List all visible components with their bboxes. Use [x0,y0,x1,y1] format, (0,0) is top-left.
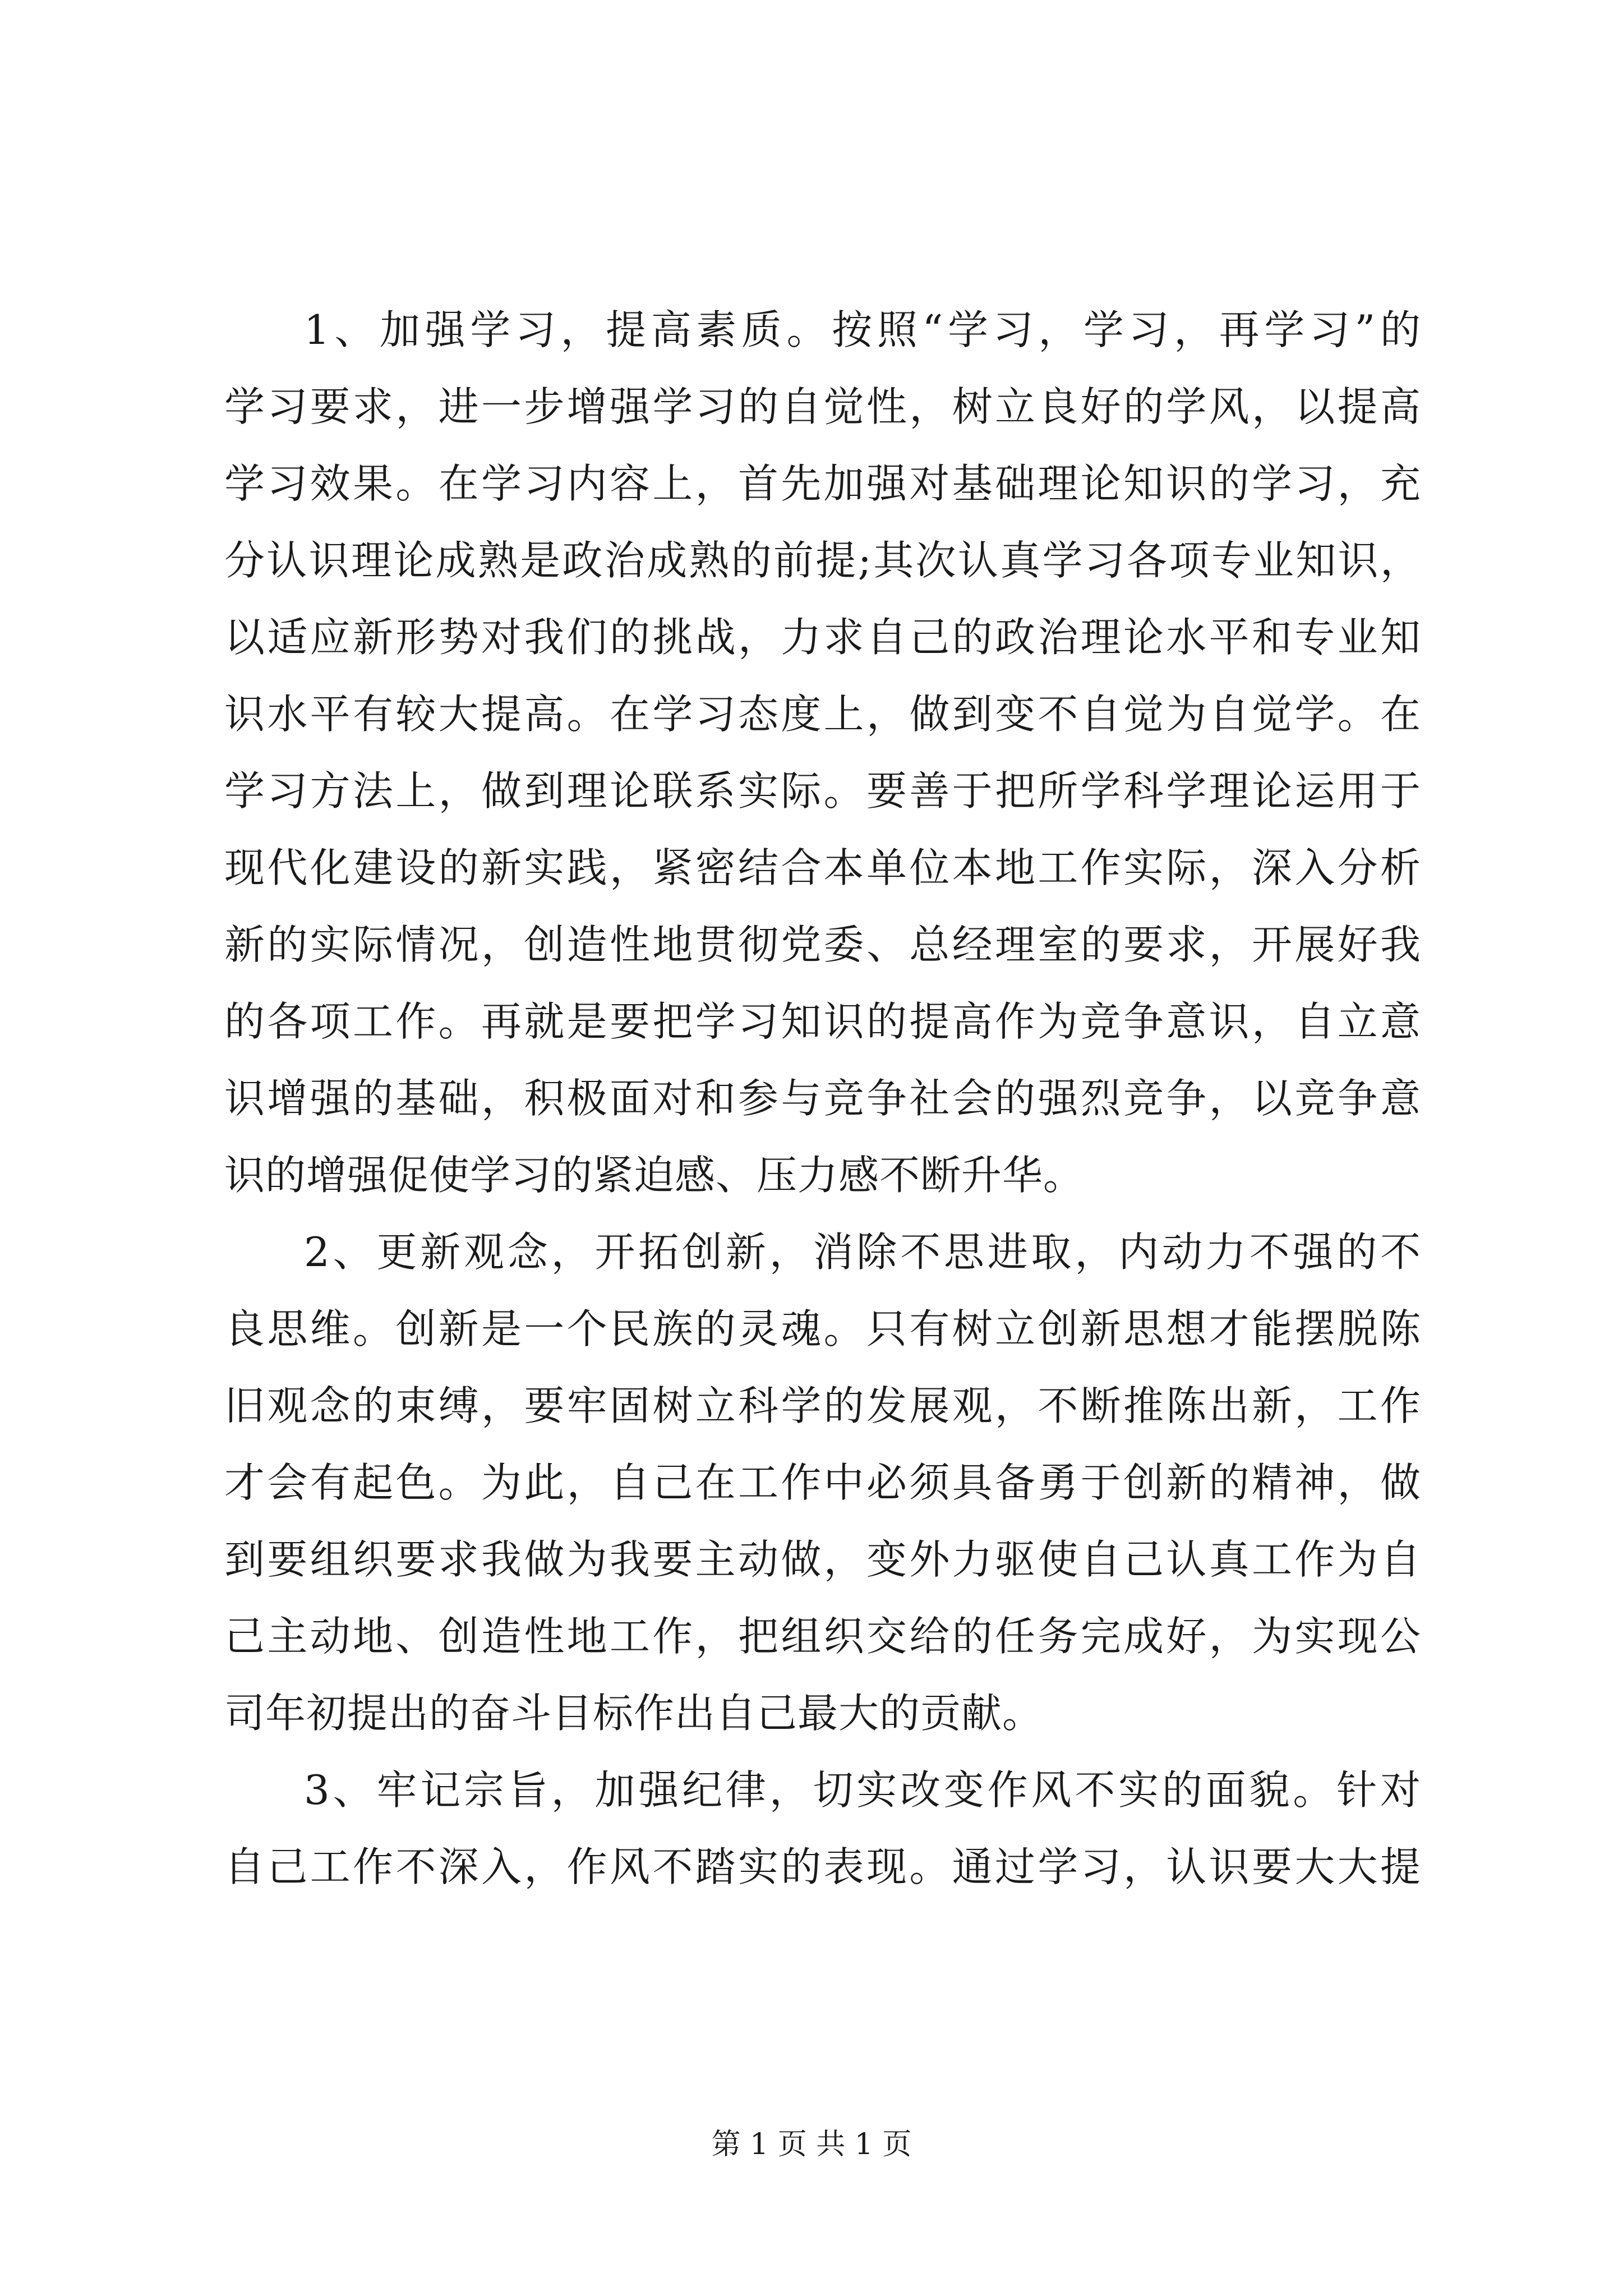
paragraph-line: 己主动地、创造性地工作，把组织交给的任务完成好，为实现公 [224,1613,1421,1660]
paragraph-line: 的各项工作。再就是要把学习知识的提高作为竞争意识，自立意 [224,998,1421,1045]
paragraph-line: 识的增强促使学习的紧迫感、压力感不断升华。 [224,1152,1085,1199]
paragraph-line: 才会有起色。为此，自己在工作中必须具备勇于创新的精神，做 [224,1459,1421,1506]
paragraph-line: 学习方法上，做到理论联系实际。要善于把所学科学理论运用于 [224,767,1421,815]
page-footer: 第 1 页 共 1 页 [711,2128,912,2161]
paragraph-line: 现代化建设的新实践，紧密结合本单位本地工作实际，深入分析 [224,844,1421,891]
paragraph-3 [224,1752,1421,1906]
paragraph-line: 识水平有较大提高。在学习态度上，做到变不自觉为自觉学。在 [224,691,1421,738]
paragraph-line: 1、加强学习，提高素质。按照“学习，学习，再学习”的 [304,306,1421,353]
paragraph-line: 良思维。创新是一个民族的灵魂。只有树立创新思想才能摆脱陈 [224,1305,1421,1352]
paragraph-line: 2、更新观念，开拓创新，消除不思进取，内动力不强的不 [304,1228,1421,1276]
paragraph-line: 新的实际情况，创造性地贯彻党委、总经理室的要求，开展好我 [224,921,1421,968]
paragraph-line: 学习效果。在学习内容上，首先加强对基础理论知识的学习，充 [224,460,1421,507]
paragraph-line: 3、牢记宗旨，加强纪律，切实改变作风不实的面貌。针对 [304,1766,1421,1814]
paragraph-line: 识增强的基础，积极面对和参与竞争社会的强烈竞争，以竞争意 [224,1075,1421,1122]
paragraph-line: 以适应新形势对我们的挑战，力求自己的政治理论水平和专业知 [224,614,1421,661]
paragraph-line: 到要组织要求我做为我要主动做，变外力驱使自己认真工作为自 [224,1536,1421,1583]
paragraph-line: 司年初提出的奋斗目标作出自己最大的贡献。 [224,1690,1044,1737]
paragraph-line: 分认识理论成熟是政治成熟的前提;其次认真学习各项专业知识， [224,537,1421,584]
paragraph-line: 学习要求，进一步增强学习的自觉性，树立良好的学风，以提高 [224,383,1421,430]
paragraph-line: 旧观念的束缚，要牢固树立科学的发展观，不断推陈出新，工作 [224,1382,1421,1429]
paragraph-2 [224,1214,1421,1752]
paragraph-1 [224,292,1421,1214]
document-body [224,292,1421,1906]
paragraph-line: 自己工作不深入，作风不踏实的表现。通过学习，认识要大大提 [224,1843,1421,1890]
